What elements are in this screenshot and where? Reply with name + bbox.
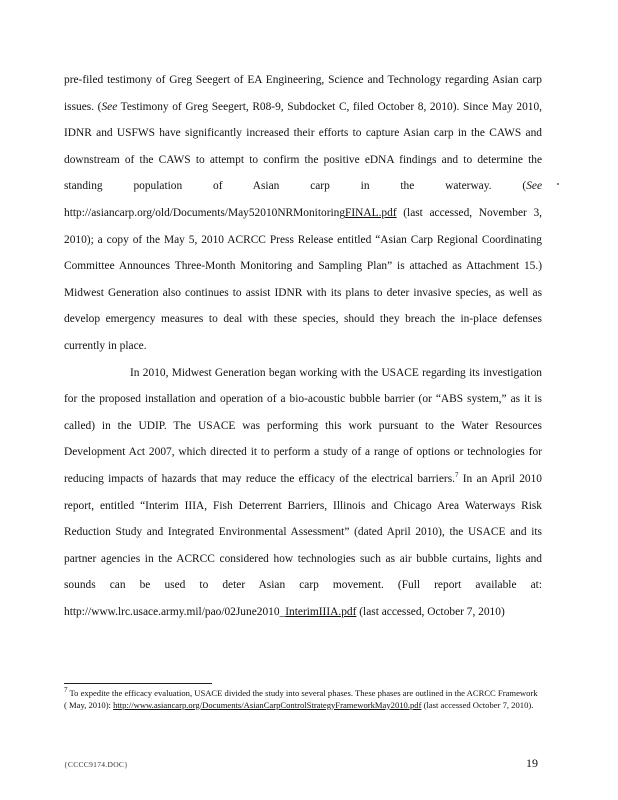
asiancarp-monitoring-link[interactable]: http://asiancarp.org/old/Documents/May52010NRMonitoring bbox=[64, 206, 346, 219]
page-number: 19 bbox=[526, 756, 538, 770]
document-id: {CCCC9174.DOC} bbox=[64, 760, 129, 769]
asiancarp-monitoring-link-file[interactable]: FINAL.pdf bbox=[345, 206, 397, 219]
see-signal: See bbox=[101, 100, 118, 113]
scan-speck bbox=[557, 183, 559, 185]
body-text bbox=[64, 67, 542, 625]
see-signal: See bbox=[526, 180, 542, 193]
footnote-marker: 7 bbox=[64, 686, 68, 695]
acrcc-framework-link[interactable]: http://www.asiancarp.org/Documents/AsianCarpControlStrategyFrameworkMay2010.pdf bbox=[113, 699, 422, 710]
paragraph-usace-bubble-barrier: In 2010, Midwest Generation began working with the USACE regarding its investigation for the proposed installation and operation of a bio-acoustic bubble barrier (or “ABS system,” as it is called) in the UDIP. The USACE was performing this work pursuant to the Water Resources Development Act 2007, which directed it to perform a study of a range of options or technologies for reducing impacts of hazards that may reduce the efficacy of the electrical barriers.$^7$ In an April 2010 report, entitled “Interim IIIA, Fish Deterrent Barriers, Illinois and Chicago Area Waterways Risk Reduction Study and Integrated Environmental Assessment” (dated April 2010), the USACE and its partner agencies in the ACRCC considered how technologies such as air bubble curtains, lights and sounds can be used to deter Asian carp movement. (Full report available at: http://www.lrc.usace.army.mil/pao/02June2010_InterimIIIA.pdf (last accessed, October 7, 2010) bbox=[64, 366, 542, 618]
paragraph-asian-carp-monitoring: pre-filed testimony of Greg Seegert of EA Engineering, Science and Technology regarding Asian carp issues. (See Testimony of Greg Seegert, R08-9, Subdocket C, filed October 8, 2010). Since May 2010, IDNR and USFWS have significantly increased their efforts to capture Asian carp in the CAWS and downstream of the CAWS to attempt to confirm the positive eDNA findings and to determine the standing population of Asian carp in the waterway. (See http://asiancarp.org/old/Documents/May52010NRMonitoringFINAL.pdf (last accessed, November 3, 2010); a copy of the May 5, 2010 ACRCC Press Release entitled “Asian Carp Regional Coordinating Committee Announces Three-Month Monitoring and Sampling Plan” is attached as Attachment 15.) Midwest Generation also continues to assist IDNR with its plans to deter invasive species, as well as develop emergency measures to deal with these species, should they breach the in-place defenses currently in place. bbox=[64, 74, 543, 352]
footnote-divider bbox=[64, 683, 212, 684]
usace-report-link[interactable]: InterimIIIA.pdf bbox=[285, 605, 357, 618]
footnote: $^7$ To expedite the efficacy evaluation, USACE divided the study into several phases. These phases are outlined in the ACRCC Framework ( May, 2010): http://www.asiancarp.org/Documents/AsianCarpControlStrategyFrameworkMay2010.pdf (last accessed October 7, 2010). bbox=[64, 686, 538, 710]
footnote-reference[interactable]: 7 bbox=[454, 471, 459, 480]
